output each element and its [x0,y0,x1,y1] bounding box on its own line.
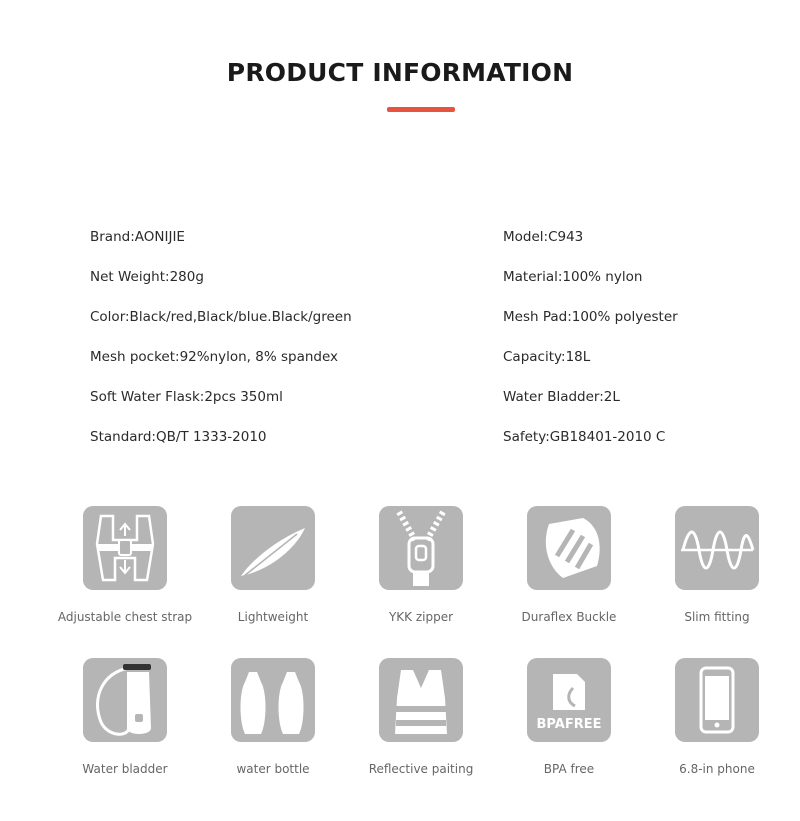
feature-label: water bottle [236,762,310,776]
spec-safety: Safety:GB18401-2010 C [503,429,666,445]
feature-label: Duraflex Buckle [521,610,617,624]
page-title: PRODUCT INFORMATION [226,58,574,87]
spec-mesh-pad: Mesh Pad:100% polyester [503,309,678,325]
feature-label: Lightweight [237,610,309,624]
title-underline [387,107,455,112]
spec-capacity: Capacity:18L [503,349,591,365]
spec-net-weight: Net Weight:280g [90,269,204,285]
spec-soft-water-flask: Soft Water Flask:2pcs 350ml [90,389,283,405]
reflective-vest-icon [379,658,463,742]
buckle-icon [527,506,611,590]
spec-color: Color:Black/red,Black/blue.Black/green [90,309,352,325]
feature-label: YKK zipper [388,610,454,624]
bpa-free-icon [527,658,611,742]
spec-water-bladder: Water Bladder:2L [503,389,620,405]
spec-standard: Standard:QB/T 1333-2010 [90,429,267,445]
feature-label: Slim fitting [684,610,750,624]
spec-mesh-pocket: Mesh pocket:92%nylon, 8% spandex [90,349,339,365]
slim-fit-icon [675,506,759,590]
water-bladder-icon [83,658,167,742]
chest-strap-icon [83,506,167,590]
spec-model: Model:C943 [503,229,584,245]
feature-label: Water bladder [82,762,168,776]
feature-label: Reflective paiting [368,762,474,776]
feature-label: BPA free [543,762,595,776]
water-bottle-icon [231,658,315,742]
zipper-icon [379,506,463,590]
feather-icon [231,506,315,590]
bpa-free-icon-text: BPAFREE [536,717,602,732]
feature-label: 6.8-in phone [679,762,755,776]
spec-brand: Brand:AONIJIE [90,229,185,245]
spec-material: Material:100% nylon [503,269,643,285]
phone-icon [675,658,759,742]
feature-label: Adjustable chest strap [57,610,193,624]
